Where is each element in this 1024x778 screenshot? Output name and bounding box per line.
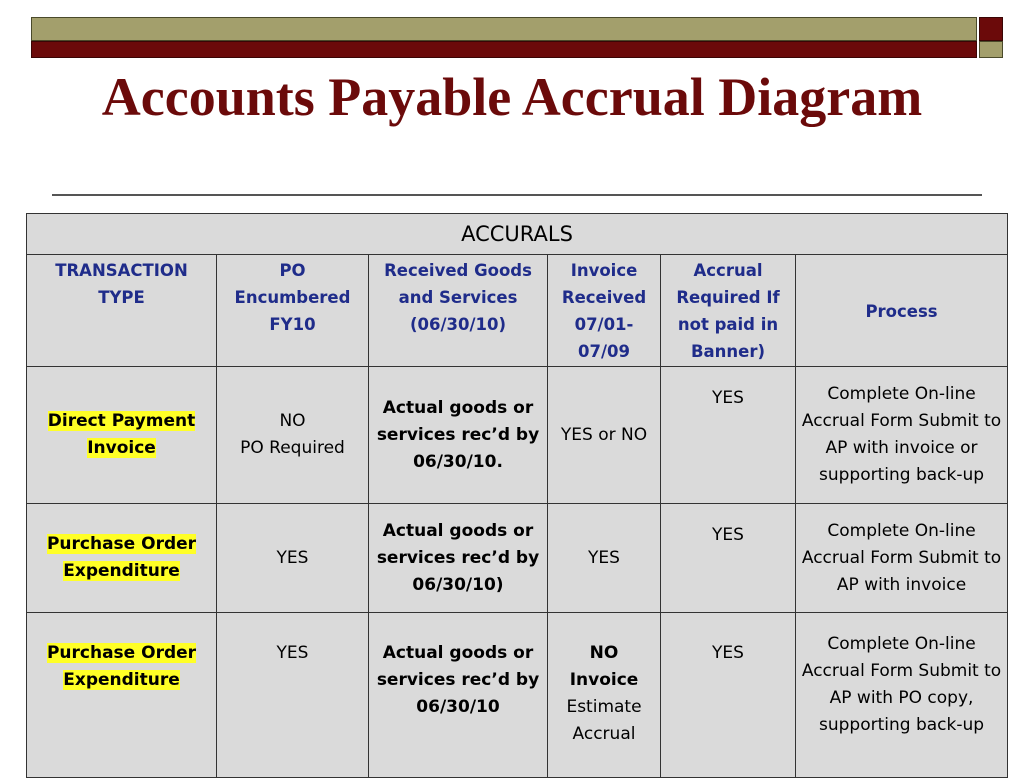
cell-accrual-required: YES [661, 613, 796, 778]
column-header-accrual-required: Accrual Required If not paid in Banner) [661, 255, 796, 367]
cell-invoice-received [548, 613, 661, 778]
cell-invoice-received: YES [548, 504, 661, 613]
table-row [27, 613, 1008, 778]
transaction-type-label: Direct Payment Invoice [47, 411, 196, 458]
cell-process: Complete On-line Accrual Form Submit to AP with PO copy, supporting back-up [796, 613, 1008, 778]
transaction-type-label: Purchase Order Expenditure [46, 534, 197, 581]
transaction-type-label: Purchase Order Expenditure [46, 643, 197, 690]
cell-received-goods: Actual goods or services rec’d by 06/30/10 [369, 613, 548, 778]
title-underline [52, 194, 982, 196]
corner-square-maroon [979, 17, 1003, 41]
cell-accrual-required: YES [661, 367, 796, 504]
cell-po-encumbered: YES [217, 504, 369, 613]
column-header-po-encumbered: PO Encumbered FY10 [217, 255, 369, 367]
cell-invoice-received: YES or NO [548, 367, 661, 504]
cell-transaction-type [27, 504, 217, 613]
cell-accrual-required: YES [661, 504, 796, 613]
column-header-received-goods: Received Goods and Services (06/30/10) [369, 255, 548, 367]
cell-po-encumbered: YES [217, 613, 369, 778]
table-section-header: ACCURALS [27, 214, 1008, 255]
cell-received-goods: Actual goods or services rec’d by 06/30/10. [369, 367, 548, 504]
cell-process: Complete On-line Accrual Form Submit to AP with invoice or supporting back-up [796, 367, 1008, 504]
cell-received-goods: Actual goods or services rec’d by 06/30/10) [369, 504, 548, 613]
accruals-table [26, 213, 1008, 778]
invoice-status-note: Estimate Accrual [566, 697, 642, 744]
cell-process: Complete On-line Accrual Form Submit to AP with invoice [796, 504, 1008, 613]
cell-transaction-type [27, 367, 217, 504]
cell-po-encumbered: NO PO Required [217, 367, 369, 504]
header-band-maroon [31, 41, 977, 58]
cell-transaction-type [27, 613, 217, 778]
column-header-process: Process [796, 255, 1008, 367]
header-band-olive [31, 17, 977, 41]
slide-title: Accounts Payable Accrual Diagram [101, 67, 923, 127]
column-header-transaction-type: TRANSACTION TYPE [27, 255, 217, 367]
column-header-invoice-received: Invoice Received 07/01-07/09 [548, 255, 661, 367]
invoice-status-bold: NO Invoice [569, 643, 639, 690]
corner-square-olive [979, 41, 1003, 58]
table-row [27, 504, 1008, 613]
table-row [27, 367, 1008, 504]
